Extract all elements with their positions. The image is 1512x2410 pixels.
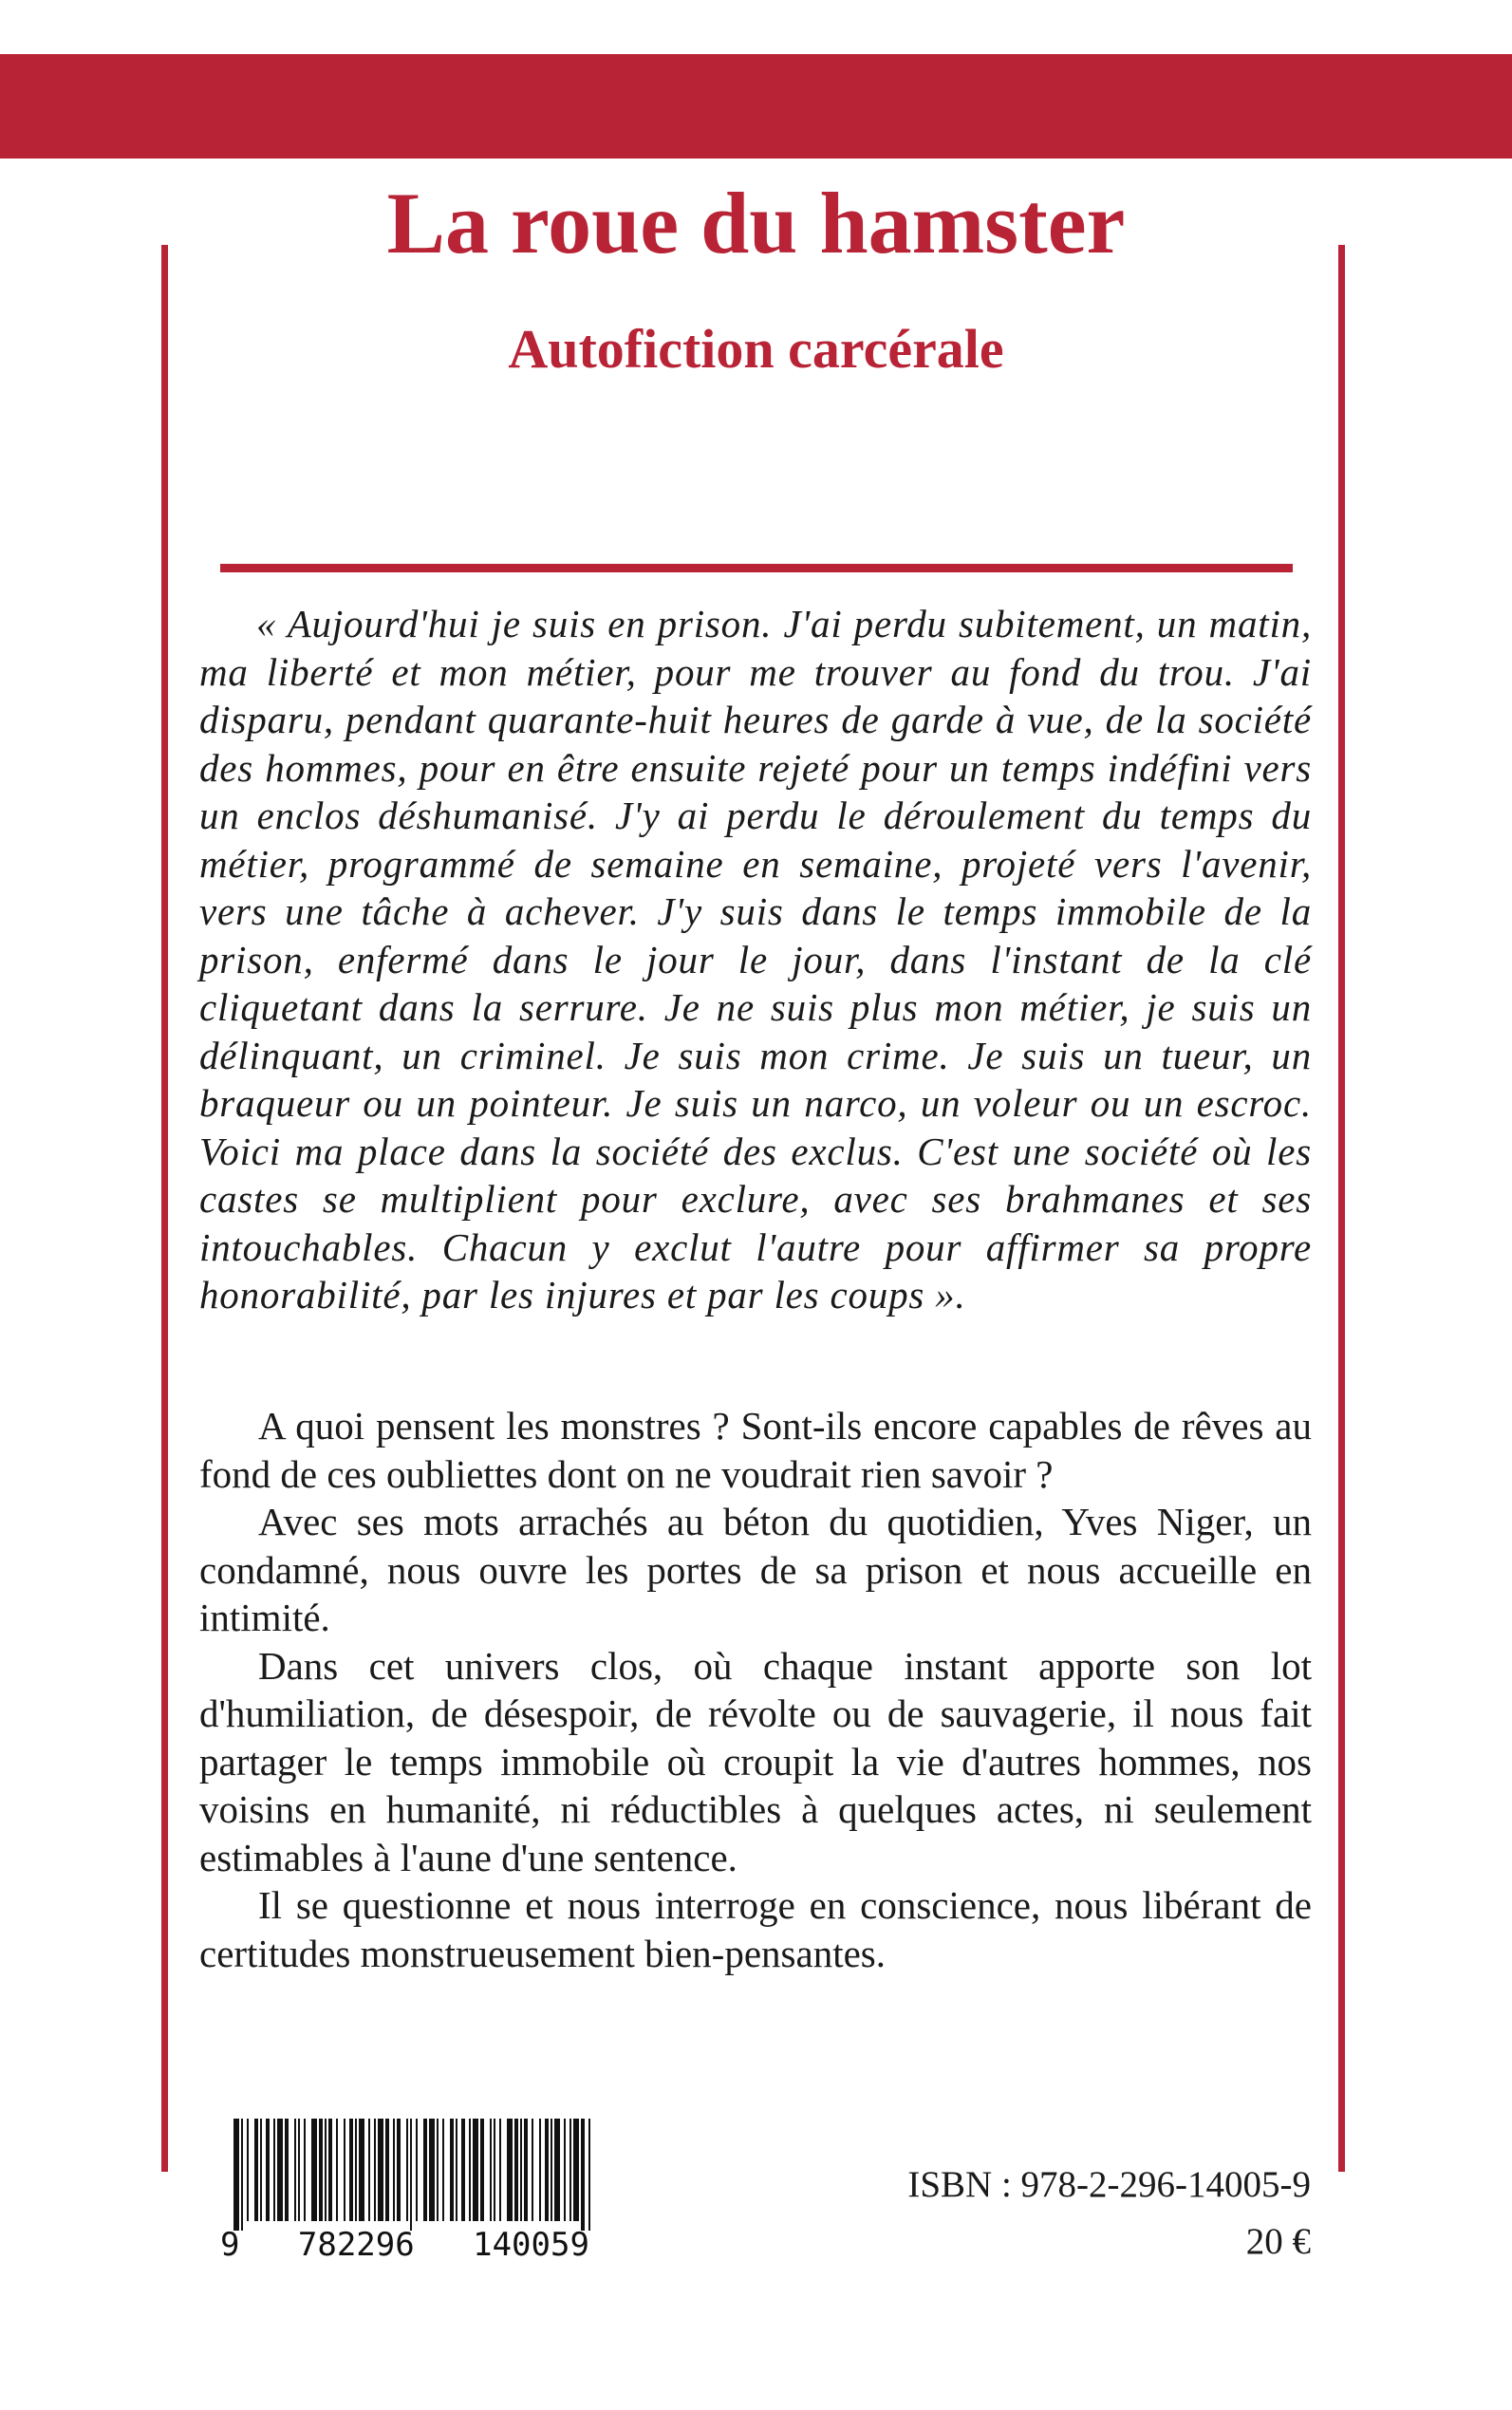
top-color-band — [0, 54, 1512, 159]
barcode-bar — [461, 2119, 465, 2221]
barcode-bar — [336, 2119, 338, 2221]
barcode-bar — [285, 2119, 289, 2221]
book-title: La roue du hamster — [386, 175, 1126, 271]
barcode-bar — [416, 2119, 418, 2221]
barcode-bar — [328, 2119, 332, 2221]
barcode-bar — [429, 2119, 435, 2221]
blurb-paragraph: A quoi pensent les monstres ? Sont-ils encore capables de rêves au fond de ces oubliettes dont on ne voudrait rien savoir ? — [199, 1404, 1312, 1496]
horizontal-divider — [220, 564, 1293, 572]
barcode-bar — [539, 2119, 541, 2221]
right-vertical-rule — [1338, 245, 1345, 2172]
blurb-paragraph: Il se questionne et nous interroge en conscience, nous libérant de certitudes monstrueusement bien-pensantes. — [199, 1883, 1312, 1975]
barcode-bar — [564, 2119, 566, 2221]
barcode-bar — [397, 2119, 401, 2221]
barcode-bar — [573, 2119, 579, 2221]
excerpt-quote: « Aujourd'hui je suis en prison. J'ai perdu subitement, un matin, ma liberté et mon métier, pour me trouver au fond du trou. J'ai disparu, pendant quarante-huit heures de garde à vue, de la société des hommes, pour en être ensuite rejeté pour un temps indéfini vers un enclos déshumanisé. J'y ai perdu le déroulement du temps du métier, programmé de semaine en semaine, projeté vers l'avenir, vers une tâche à achever. J'y suis dans le temps immobile de la prison, enfermé dans le jour le jour, dans l'instant de la clé cliquetant dans la serrure. Je ne suis plus mon métier, je suis un délinquant, un criminel. Je suis mon crime. Je suis un tueur, un braqueur ou un pointeur. Je suis un narco, un voleur ou un escroc. Voici ma place dans la société des exclus. C'est une société où les castes se multiplient pour exclure, avec ses brahmanes et ses intouchables. Chacun y exclut l'autre pour affirmer sa propre honorabilité, par les injures et par les coups ». — [199, 602, 1312, 1317]
barcode-bar — [499, 2119, 501, 2221]
barcode-bar — [277, 2119, 283, 2221]
barcode-bar — [304, 2119, 306, 2221]
barcode-bar — [355, 2119, 357, 2221]
barcode-bar — [450, 2119, 454, 2221]
barcode-bar — [514, 2119, 518, 2221]
barcode-bar — [437, 2119, 439, 2221]
price-label: 20 € — [1245, 2221, 1311, 2262]
barcode-bar — [374, 2119, 376, 2221]
barcode-bar — [319, 2119, 323, 2221]
barcode-bar — [385, 2119, 389, 2221]
barcode-bar — [294, 2119, 296, 2221]
barcode-bar — [532, 2119, 533, 2221]
barcode-bar — [490, 2119, 492, 2221]
barcode-bars — [233, 2119, 590, 2231]
barcode-bar — [545, 2119, 549, 2221]
barcode-bar — [266, 2119, 270, 2221]
barcode-bar — [456, 2119, 457, 2221]
blurb-paragraph: Avec ses mots arrachés au béton du quotidien, Yves Niger, un condamné, nous ouvre les portes de sa prison et nous accueille en intimité. — [199, 1500, 1312, 1639]
book-subtitle: Autofiction carcérale — [508, 318, 1004, 380]
barcode-bar — [254, 2119, 258, 2221]
barcode-bar — [349, 2119, 353, 2221]
barcode-bar — [524, 2119, 528, 2221]
barcode — [220, 2119, 600, 2261]
barcode-bar — [410, 2119, 412, 2231]
barcode-bar — [311, 2119, 317, 2221]
left-vertical-rule — [161, 245, 168, 2172]
barcode-bar — [406, 2119, 408, 2221]
barcode-bar — [393, 2119, 395, 2221]
barcode-bar — [442, 2119, 444, 2221]
barcode-bar — [241, 2119, 243, 2231]
barcode-bar — [507, 2119, 513, 2221]
barcode-bar — [260, 2119, 262, 2221]
barcode-bar — [298, 2119, 300, 2221]
isbn-label: ISBN : 978-2-296-14005-9 — [907, 2164, 1311, 2205]
barcode-bar — [473, 2119, 478, 2221]
barcode-bar — [233, 2119, 239, 2231]
barcode-bar — [344, 2119, 345, 2221]
barcode-bar — [469, 2119, 471, 2221]
barcode-bar — [325, 2119, 327, 2221]
barcode-bar — [569, 2119, 571, 2221]
barcode-bar — [480, 2119, 484, 2221]
barcode-bar — [581, 2119, 585, 2231]
blurb-paragraph: Dans cet univers clos, où chaque instant apporte son lot d'humiliation, de désespoir, de révolte ou de sauvagerie, il nous fait partager le temps immobile où croupit la vie d'autres hommes, nos voisins en humanité, ni réductibles à quelques actes, ni seulement estimables à l'aune d'une sentence. — [199, 1643, 1312, 1879]
barcode-bar — [273, 2119, 275, 2221]
barcode-bar — [494, 2119, 495, 2221]
barcode-bar — [551, 2119, 552, 2221]
barcode-bar — [554, 2119, 560, 2221]
barcode-bar — [359, 2119, 364, 2221]
blurb — [199, 1402, 1312, 1977]
barcode-digits: 9 782296 140059 — [220, 2226, 589, 2261]
barcode-bar — [247, 2119, 249, 2221]
barcode-bar — [378, 2119, 383, 2221]
barcode-bar — [588, 2119, 590, 2231]
barcode-bar — [423, 2119, 427, 2221]
barcode-bar — [520, 2119, 522, 2221]
barcode-bar — [368, 2119, 370, 2221]
